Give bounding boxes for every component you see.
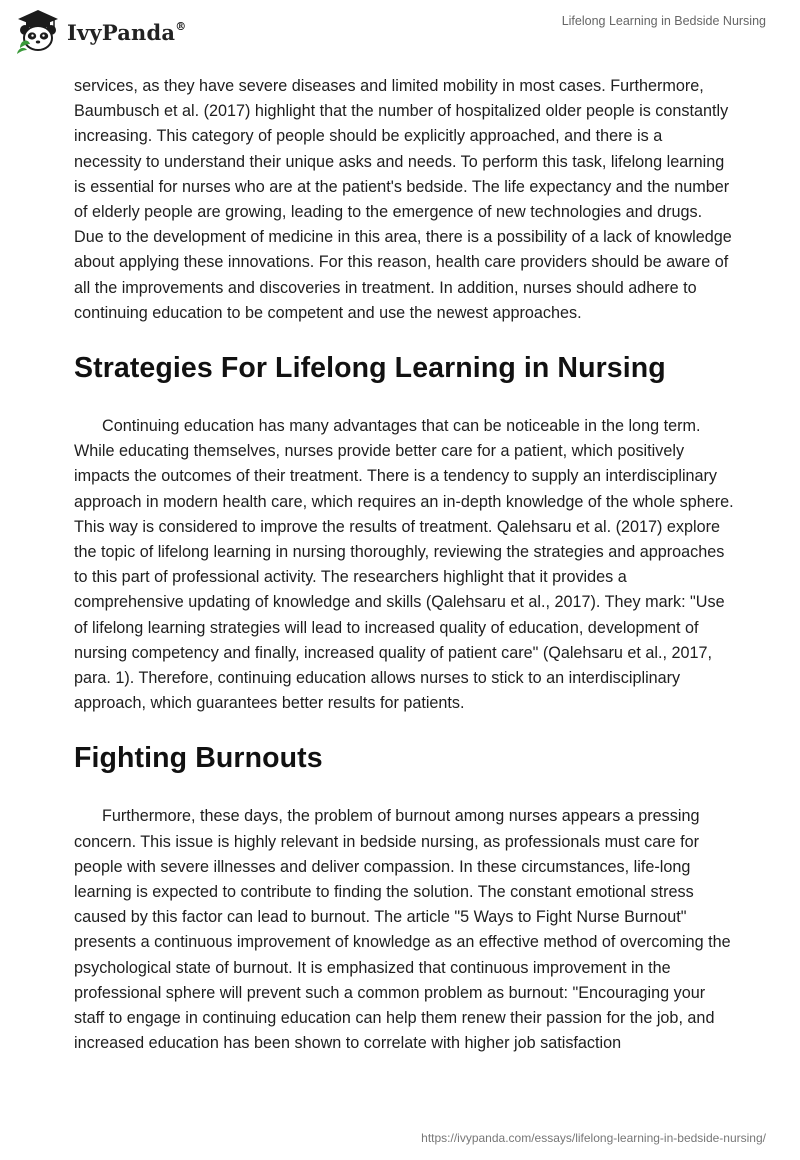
essay-paragraph: Furthermore, these days, the problem of burnout among nurses appears a pressing concern. This issue is highly relevant in bedside nursing, as professionals must care for people with severe illnesses and deliver compassion. In these circumstances, life-long learning is expected to contribute to finding the solution. The constant emotional stress caused by this factor can lead to burnout. The article "5 Ways to Fight Nurse Burnout" presents a continuous improvement of knowledge as an effective method of overcoming the psychological state of burnout. It is emphasized that continuous improvement in the professional sphere will prevent such a common problem as burnout: "Encouraging your staff to engage in continuing education can help them renew their passion for the job, and increased education has been shown to correlate with higher job satisfaction: [74, 807, 731, 1053]
ivypanda-logo[interactable]: [14, 8, 186, 56]
essay-paragraph: Continuing education has many advantages that can be noticeable in the long term. While educating themselves, nurses provide better care for a patient, which positively impacts the outcomes of their treatment. There is a tendency to supply an interdisciplinary approach in modern health care, which requires an in-depth knowledge of the whole sphere. This way is considered to improve the results of treatment. Qalehsaru et al. (2017) explore the topic of lifelong learning in nursing thoroughly, reviewing the strategies and approaches to this part of professional activity. The researchers highlight that it provides a comprehensive updating of knowledge and skills (Qalehsaru et al., 2017). They mark: "Use of lifelong learning strategies will lead to increased quality of education, development of nursing competency and finally, increased quality of patient care" (Qalehsaru et al., 2017, para. 1). Therefore, continuing education allows nurses to stick to an interdisciplinary approach, which guarantees better results for patients.: [74, 417, 734, 713]
source-url[interactable]: https://ivypanda.com/essays/lifelong-learning-in-bedside-nursing/: [421, 1131, 766, 1145]
brand-name: [67, 20, 186, 45]
essay-content: [74, 70, 734, 1057]
page-header: [0, 0, 800, 70]
section-heading-burnouts: Fighting Burnouts: [74, 742, 323, 775]
section-heading-strategies: Strategies For Lifelong Learning in Nursing: [74, 352, 666, 385]
document-title: Lifelong Learning in Bedside Nursing: [561, 14, 766, 28]
registered-mark: ®: [175, 20, 187, 33]
brand-label: IvyPanda: [67, 20, 176, 45]
essay-paragraph: services, as they have severe diseases and limited mobility in most cases. Furthermore, Baumbusch et al. (2017) highlight that the number of hospitalized older people is constantly increasing. This category of people should be explicitly approached, and there is a necessity to understand their unique asks and needs. To perform this task, lifelong learning is essential for nurses who are at the patient's bedside. The life expectancy and the number of elderly people are growing, leading to the emergence of new technologies and drugs. Due to the development of medicine in this area, there is a possibility of a lack of knowledge about applying these innovations. For this reason, health care providers should be aware of all the improvements and discoveries in treatment. In addition, nurses should adhere to continuing education to be competent and use the newest approaches.: [74, 77, 732, 322]
panda-graduate-icon: [14, 8, 62, 56]
